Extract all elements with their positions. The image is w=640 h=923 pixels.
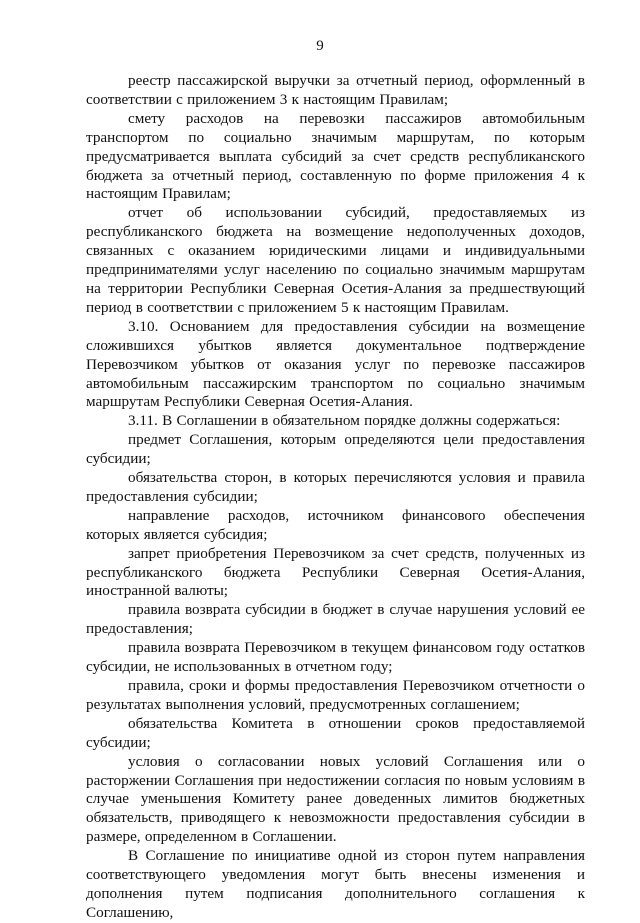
paragraph: 3.10. Основанием для предоставления субсидии на возмещение сложившихся убытков является документальное подтверждение Перевозчиком убытков от оказания услуг по перевозке пассажиров автомобильным пассажирским транспортом по социально значимым маршрутам Республики Северная Осетия-Алания. — [86, 317, 585, 411]
paragraph: 3.11. В Соглашении в обязательном порядке должны содержаться: — [128, 412, 561, 430]
paragraph: условия о согласовании новых условий Соглашения или о расторжении Соглашения при недостижении согласия по новым условиям в случае уменьшения Комитету ранее доведенных лимитов бюджетных обязательств, приводящего к невозможности предоставления субсидии в размере, определенном в Соглашении. — [86, 752, 585, 846]
paragraph: обязательства сторон, в которых перечисляются условия и правила предоставления субсидии; — [86, 469, 585, 505]
paragraph: правила возврата Перевозчиком в текущем финансовом году остатков субсидии, не использованных в отчетном году; — [86, 639, 585, 676]
paragraph: направление расходов, источником финансового обеспечения которых является субсидия; — [86, 506, 585, 543]
paragraph: правила возврата субсидии в бюджет в случае нарушения условий ее предоставления; — [86, 601, 585, 638]
paragraph: предмет Соглашения, которым определяются цели предоставления субсидии; — [86, 431, 585, 468]
paragraph: правила, сроки и формы предоставления Перевозчиком отчетности о результатах выполнения условий, предусмотренных соглашением; — [86, 677, 585, 713]
paragraph: обязательства Комитета в отношении сроков предоставляемой субсидии; — [86, 714, 585, 751]
page-number: 9 — [316, 38, 324, 54]
paragraph: смету расходов на перевозки пассажиров автомобильным транспортом по социально значимым маршрутам, по которым предусматривается выплата субсидий за счет средств республиканского бюджета за отчетный период, составленную по форме приложения 4 к настоящим Правилам; — [86, 109, 585, 203]
paragraph: В Соглашение по инициативе одной из сторон путем направления соответствующего уведомления могут быть внесены изменения и дополнения путем подписания дополнительного соглашения к Соглашению, — [86, 847, 585, 921]
body-text — [86, 72, 585, 923]
paragraph: запрет приобретения Перевозчиком за счет средств, полученных из республиканского бюджета Республики Северная Осетия-Алания, иностранной валюты; — [86, 544, 585, 600]
paragraph: отчет об использовании субсидий, предоставляемых из республиканского бюджета на возмещение недополученных доходов, связанных с оказанием юридическими лицами и индивидуальными предпринимателями услуг населению по социально значимым маршрутам на территории Республики Северная Осетия-Алания за предшествующий период в соответствии с приложением 5 к настоящим Правилам. — [86, 204, 585, 316]
paragraph: реестр пассажирской выручки за отчетный период, оформленный в соответствии с приложением 3 к настоящим Правилам; — [86, 72, 585, 108]
